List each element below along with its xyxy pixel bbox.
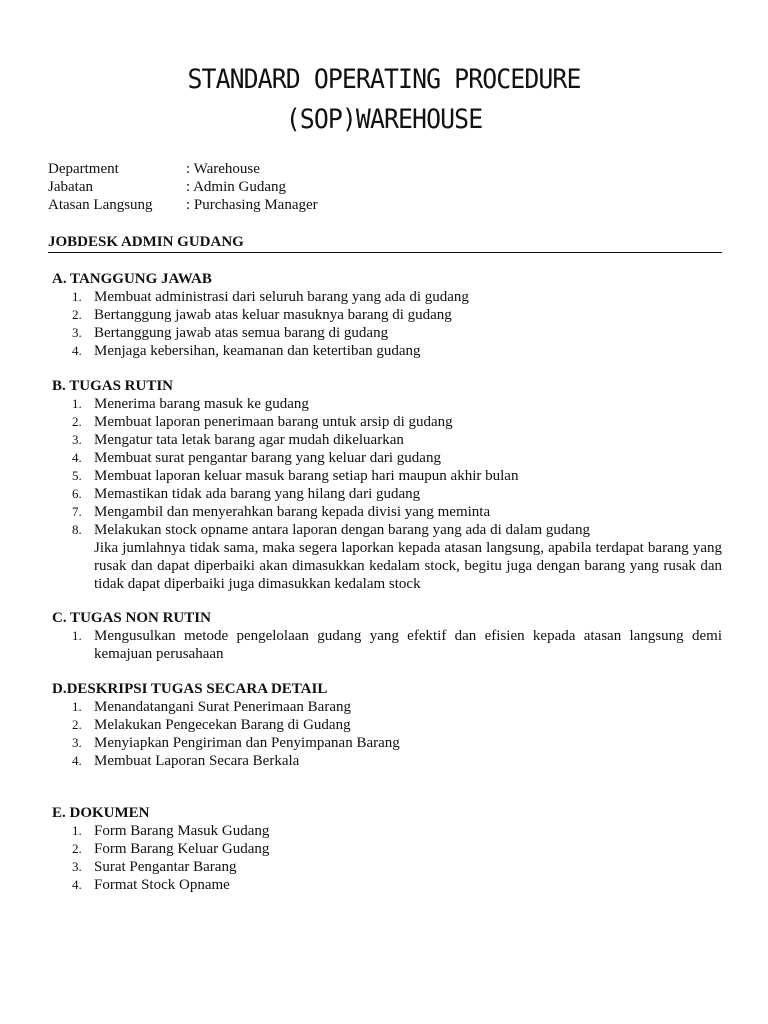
list-item [52,858,722,876]
list-item [52,503,722,521]
list-text: Membuat Laporan Secara Berkala [94,753,300,769]
list-item [52,840,722,858]
meta-row-atasan [48,196,318,214]
list-text: Melakukan stock opname antara laporan dengan barang yang ada di dalam gudang [94,522,591,538]
list-number: 1. [72,823,82,838]
document-title-line-2: (SOP)WAREHOUSE [285,104,483,135]
list-number: 1. [72,628,82,643]
list-text: Membuat laporan penerimaan barang untuk arsip di gudang [94,414,453,430]
meta-row-jabatan [48,178,318,196]
list-number: 3. [72,859,82,874]
list-text: Membuat laporan keluar masuk barang setiap hari maupun akhir bulan [94,468,519,484]
list-number: 1. [72,396,82,411]
list-number: 3. [72,325,82,340]
list-item [52,698,722,716]
list-number: 4. [72,343,82,358]
list-item [52,342,722,360]
list-number: 5. [72,468,82,483]
list-text: Bertanggung jawab atas semua barang di gudang [94,325,389,341]
section-tugas-non-rutin [52,609,722,663]
list-item [52,413,722,431]
list-item [52,485,722,503]
list-text: Menandatangani Surat Penerimaan Barang [94,699,351,715]
list-text: Form Barang Keluar Gudang [94,841,270,857]
section-heading: B. TUGAS RUTIN [52,378,174,394]
list-text: Membuat surat pengantar barang yang keluar dari gudang [94,450,441,466]
list-number: 4. [72,450,82,465]
section-deskripsi-tugas [52,680,722,770]
list-item [52,627,722,663]
list-item [52,288,722,306]
list-item [52,324,722,342]
list-item-continuation: Jika jumlahnya tidak sama, maka segera laporkan kepada atasan langsung, apabila terdapat barang yang rusak dan dapat diperbaiki akan dimasukkan kedalam stock, begitu juga dengan barang yang rusak dan tidak dapat diperbaiki juga dimasukkan kedalam stock [94,540,722,592]
list-item [52,306,722,324]
meta-value: : Warehouse [186,161,260,177]
list-number: 6. [72,486,82,501]
section-tugas-rutin [52,377,722,593]
list-text: Surat Pengantar Barang [94,859,237,875]
list-item [52,876,722,894]
list-text: Menyiapkan Pengiriman dan Penyimpanan Barang [94,735,400,751]
list-item [52,431,722,449]
list-number: 2. [72,414,82,429]
list-number: 1. [72,699,82,714]
list-number: 1. [72,289,82,304]
list-item [52,395,722,413]
meta-key: Jabatan [48,179,93,195]
list-number: 2. [72,307,82,322]
list-number: 8. [72,522,82,537]
list-number: 2. [72,841,82,856]
meta-value: : Admin Gudang [186,179,286,195]
list-item [52,822,722,840]
section-heading: D.DESKRIPSI TUGAS SECARA DETAIL [52,681,328,697]
section-tanggung-jawab [52,270,722,360]
list-item [52,752,722,770]
meta-key: Department [48,161,119,177]
list-item [52,467,722,485]
list-number: 2. [72,717,82,732]
list-number: 4. [72,753,82,768]
section-dokumen [52,804,722,894]
list-item [52,449,722,467]
list-text: Melakukan Pengecekan Barang di Gudang [94,717,351,733]
list-item [52,734,722,752]
list-item [52,716,722,734]
meta-key: Atasan Langsung [48,197,153,213]
section-heading: A. TANGGUNG JAWAB [52,271,212,287]
meta-row-department [48,160,318,178]
list-text: Menjaga kebersihan, keamanan dan ketertiban gudang [94,343,421,359]
section-heading: E. DOKUMEN [52,805,150,821]
list-text: Form Barang Masuk Gudang [94,823,270,839]
meta-block [48,160,318,214]
list-text: Mengatur tata letak barang agar mudah dikeluarkan [94,432,404,448]
section-heading: C. TUGAS NON RUTIN [52,610,211,626]
list-text: Mengambil dan menyerahkan barang kepada divisi yang meminta [94,504,491,520]
meta-value: : Purchasing Manager [186,197,318,213]
list-number: 4. [72,877,82,892]
list-text: Bertanggung jawab atas keluar masuknya barang di gudang [94,307,452,323]
list-text: Memastikan tidak ada barang yang hilang dari gudang [94,486,421,502]
list-text: Membuat administrasi dari seluruh barang yang ada di gudang [94,289,469,305]
jobdesk-heading: JOBDESK ADMIN GUDANG [48,233,722,253]
list-number: 3. [72,432,82,447]
list-text: Format Stock Opname [94,877,230,893]
list-number: 7. [72,504,82,519]
list-number: 3. [72,735,82,750]
document-title-line-1: STANDARD OPERATING PROCEDURE [187,64,581,95]
list-item [52,521,722,539]
list-text: Menerima barang masuk ke gudang [94,396,309,412]
list-text: Mengusulkan metode pengelolaan gudang yang efektif dan efisien kepada atasan langsung demi kemajuan perusahaan [94,628,722,662]
